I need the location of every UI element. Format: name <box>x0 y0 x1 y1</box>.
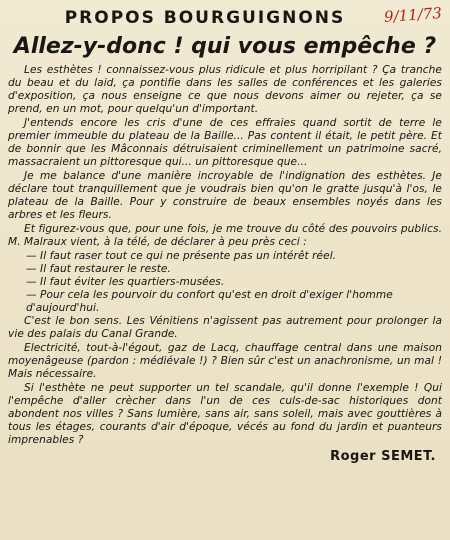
handwritten-date: 9/11/73 <box>383 4 443 26</box>
paragraph: Electricité, tout-à-l'égout, gaz de Lacq, chauffage central dans une maison moyenâgeuse (pardon : médiévale !) ? Bien sûr c'est un anachronisme, un mal ! Mais nécessaire. <box>8 342 442 380</box>
paragraph: C'est le bon sens. Les Vénitiens n'agissent pas autrement pour prolonger la vie des palais du Canal Grande. <box>8 315 442 340</box>
list-item: — Pour cela les pourvoir du confort qu'est en droit d'exiger l'homme d'aujourd'hui. <box>26 289 393 314</box>
article-headline: Allez-y-donc ! qui vous empêche ? <box>13 34 437 59</box>
paragraph: J'entends encore les cris d'une de ces effraies quand sortit de terre le premier immeuble du plateau de la Baille... Pas content il était, le petit père. Et de bonnir que les Mâconnais détruisaient criminellement un patrimoine sacré, massacraient un pittoresque qui... un pittoresque que... <box>8 117 442 168</box>
malraux-quote-list <box>8 250 442 315</box>
column-kicker: PROPOS BOURGUIGNONS <box>64 8 346 28</box>
paragraph: Si l'esthète ne peut supporter un tel scandale, qu'il donne l'exemple ! Qui l'empêche d'aller crècher dans l'un de ces culs-de-sac historiques dont abondent nos villes ? Sans lumière, sans air, sans soleil, mais avec gouttières à tous les étages, courants d'air d'époque, vécés au fond du jardin et puanteurs imprenables ? <box>8 382 442 446</box>
list-item: — Il faut restaurer le reste. <box>26 263 171 275</box>
list-item: — Il faut raser tout ce qui ne présente pas un intérêt réel. <box>26 250 337 262</box>
author-signature: Roger SEMET. <box>330 449 436 464</box>
article-body <box>8 64 442 463</box>
paragraph: Et figurez-vous que, pour une fois, je me trouve du côté des pouvoirs publics. M. Malraux vient, à la télé, de déclarer à peu près ceci : <box>8 223 442 248</box>
paragraph: Les esthètes ! connaissez-vous plus ridicule et plus horripilant ? Ça tranche du beau et du laid, ça pontifie dans les salles de conférences et les galeries d'exposition, ça nous enseigne ce que nous devons aimer ou rejeter, ça se prend, en un mot, pour quelqu'un d'important. <box>8 64 442 115</box>
list-item: — Il faut éviter les quartiers-musées. <box>26 276 225 288</box>
paragraph: Je me balance d'une manière incroyable de l'indignation des esthètes. Je déclare tout tranquillement que je voudrais bien qu'on le gratte jusqu'à l'os, le plateau de la Baille. Pour y construire de beaux ensembles noyés dans les arbres et les fleurs. <box>8 170 442 221</box>
